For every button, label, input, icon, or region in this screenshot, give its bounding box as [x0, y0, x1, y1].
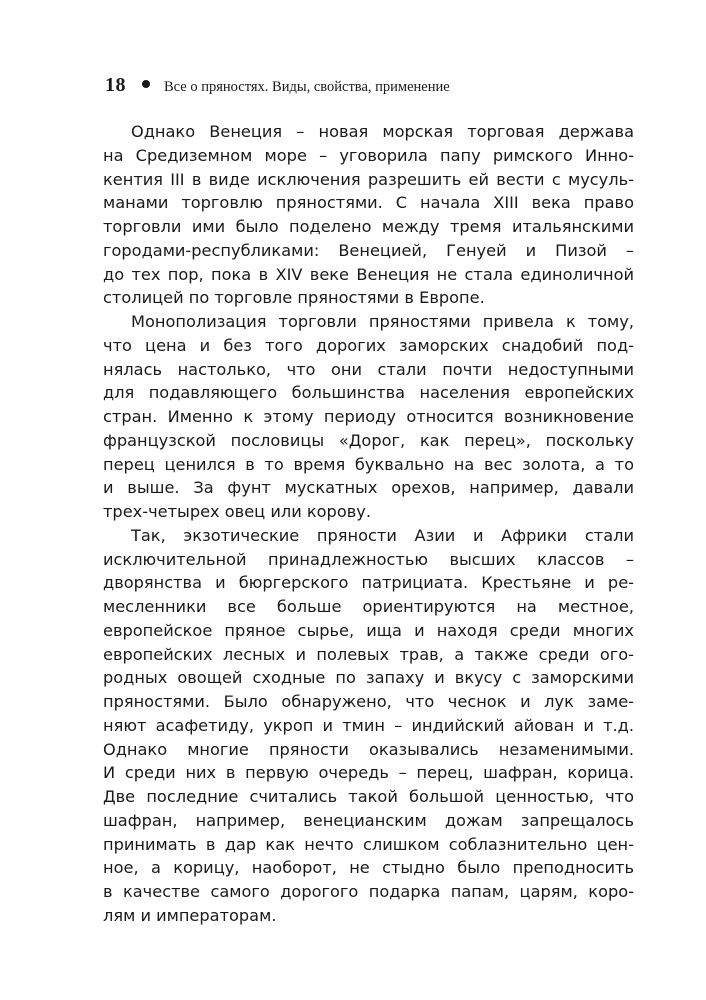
paragraph-line: нялась настолько, что они стали почти недоступными — [103, 359, 634, 379]
paragraph-line: торговли ими было поделено между тремя итальянскими — [103, 217, 634, 236]
paragraph-line: Так, экзотические пряности Азии и Африки стали — [131, 525, 634, 545]
paragraph-line: исключительной принадлежностью высших классов – — [103, 549, 634, 569]
paragraph-line: до тех пор, пока в XIV веке Венеция не стала единоличной — [103, 264, 634, 284]
paragraph-line: няют асафетиду, укроп и тмин – индийский айован и т.д. — [103, 715, 634, 735]
paragraph-line: для подавляющего большинства населения европейских — [103, 383, 634, 403]
paragraph-line: Две последние считались такой большой ценностью, что — [103, 787, 634, 806]
paragraph-3 — [103, 524, 634, 928]
paragraph-line: манами торговлю пряностями. С начала XIII века право — [103, 193, 634, 213]
paragraph-line: Монополизация торговли пряностями привела к тому, — [131, 312, 634, 331]
paragraph-2 — [103, 310, 634, 524]
paragraph-line: стран. Именно к этому периоду относится возникновение — [103, 407, 634, 426]
body-text — [103, 120, 634, 928]
paragraph-line: месленники все больше ориентируются на местное, — [103, 597, 634, 616]
paragraph-line: шафран, например, венецианским дожам запрещалось — [103, 810, 634, 830]
paragraph-line: лям и императорам. — [103, 905, 277, 925]
running-title: Все о пряностях. Виды, свойства, применение — [164, 79, 450, 95]
paragraph-line: в качестве самого дорогого подарка папам, царям, коро- — [103, 882, 634, 901]
paragraph-line: пряностями. Было обнаружено, что чеснок и лук заме- — [103, 692, 634, 711]
paragraph-line: принимать в дар как нечто слишком соблазнительно цен- — [103, 834, 634, 854]
paragraph-line: на Средиземном море – уговорила папу римского Инно- — [103, 145, 634, 165]
paragraph-line: трех-четырех овец или корову. — [103, 502, 372, 521]
paragraph-line: и выше. За фунт мускатных орехов, например, давали — [103, 478, 634, 498]
paragraph-line: кентия III в виде исключения разрешить ей вести с мусуль- — [103, 169, 634, 189]
paragraph-line: городами-республиками: Венецией, Генуей и Пизой – — [103, 240, 634, 260]
running-header — [105, 74, 605, 104]
paragraph-line: столицей по торговле пряностями в Европе. — [103, 288, 485, 308]
paragraph-line: ное, а корицу, наоборот, не стыдно было преподносить — [103, 858, 634, 878]
paragraph-line: Однако Венеция – новая морская торговая держава — [131, 122, 634, 141]
paragraph-line: перец ценился в то время буквально на вес золота, а то — [103, 454, 634, 474]
paragraph-line: И среди них в первую очередь – перец, шафран, корица. — [103, 763, 634, 783]
paragraph-line: Однако многие пряности оказывались незаменимыми. — [103, 739, 634, 759]
paragraph-line: европейское пряное сырье, ища и находя среди многих — [103, 620, 634, 640]
paragraph-line: дворянства и бюргерского патрициата. Крестьяне и ре- — [103, 573, 634, 593]
page-number: 18 — [105, 74, 126, 96]
paragraph-line: что цена и без того дорогих заморских снадобий под- — [103, 335, 634, 355]
bullet-separator — [142, 80, 150, 88]
paragraph-line: европейских лесных и полевых трав, а также среди ого- — [103, 644, 634, 664]
paragraph-1 — [103, 120, 634, 310]
paragraph-line: родных овощей сходные по запаху и вкусу с заморскими — [103, 668, 634, 688]
paragraph-line: французской пословицы «Дорог, как перец», поскольку — [103, 430, 634, 450]
